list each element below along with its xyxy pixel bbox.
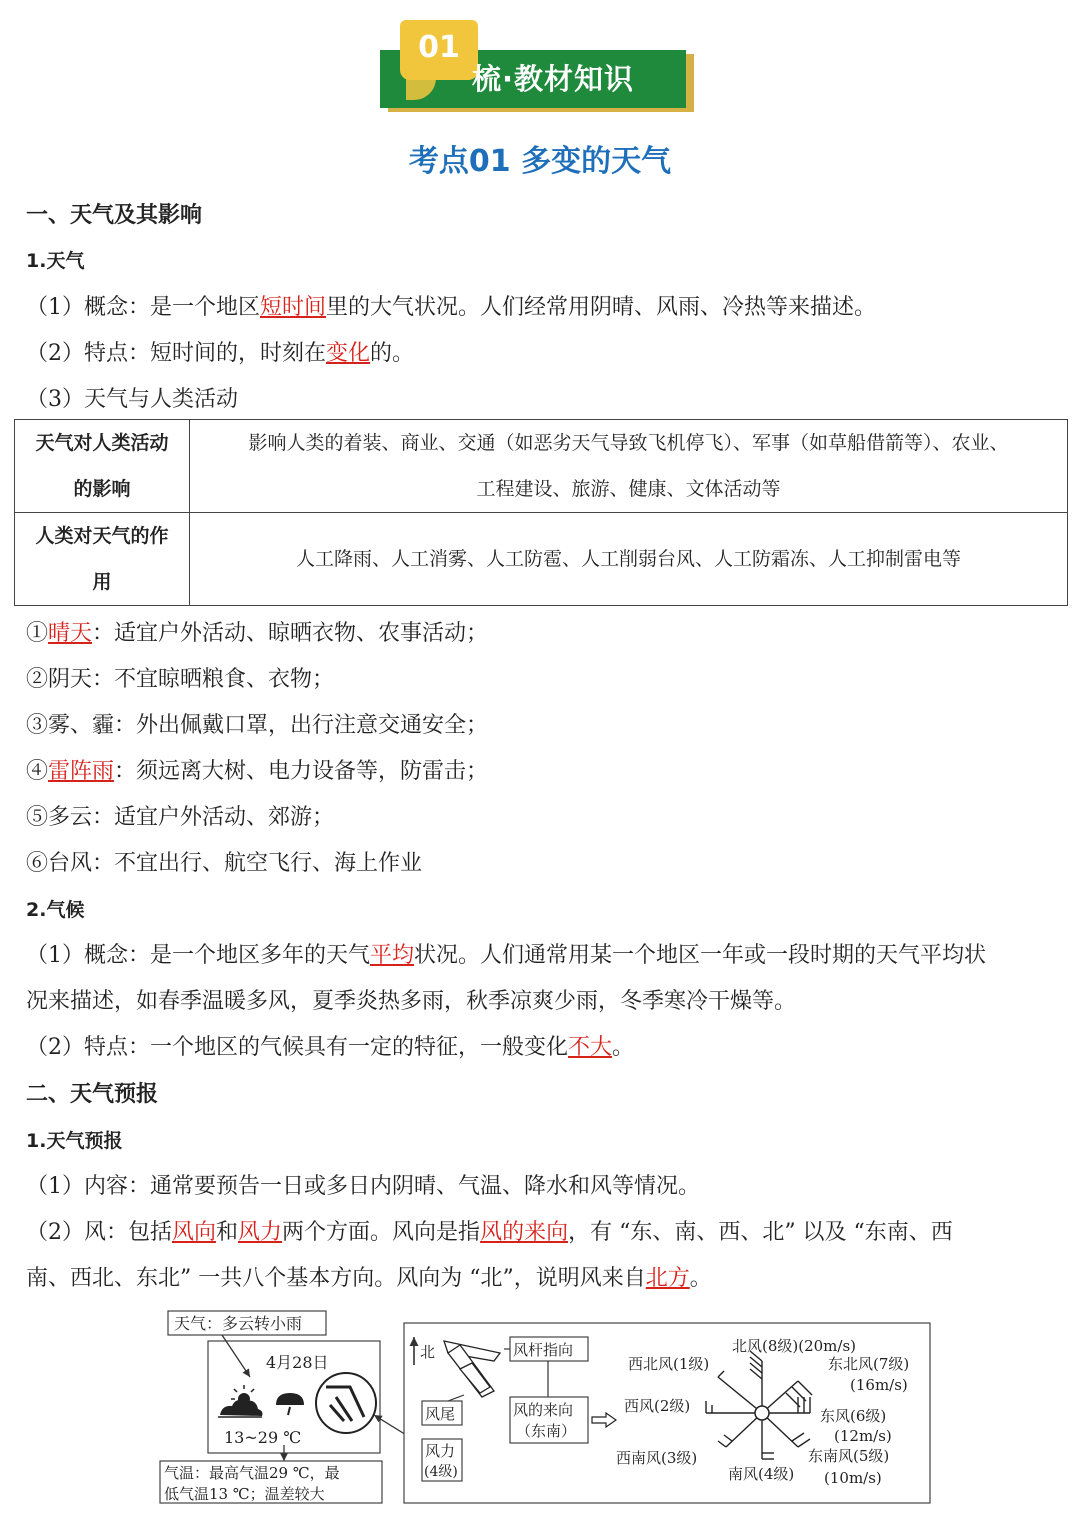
wind-sw-label: 西南风(3级) (616, 1449, 698, 1467)
weather-symbol-figure (158, 1305, 932, 1505)
force-label-line1: 风力 (425, 1442, 456, 1460)
effect-fog: ③雾、霾：外出佩戴口罩，出行注意交通安全； (26, 713, 489, 738)
wind-nw-label: 西北风(1级) (628, 1355, 710, 1373)
temp-range: 13~29 ℃ (224, 1428, 302, 1447)
weather-heading: 1.天气 (26, 250, 85, 272)
wind-w-label: 西风(2级) (624, 1397, 691, 1415)
key-term: 北方 (645, 1266, 690, 1291)
force-label-line2: (4级) (424, 1464, 458, 1480)
wind-n-label: 北风(8级)(20m/s) (732, 1337, 857, 1355)
key-term: 变化 (326, 341, 371, 366)
station-icon (755, 1406, 769, 1420)
section-heading-2: 二、天气预报 (26, 1082, 159, 1107)
wind-ne-label-1: 东北风(7级) (828, 1355, 910, 1373)
climate-heading: 2.气候 (26, 899, 85, 921)
forecast-date: 4月28日 (266, 1353, 329, 1372)
table-row-header: 天气对人类活动 的影响 (15, 420, 190, 513)
key-term: 短时间 (260, 295, 327, 320)
wind-se-label-2: (10m/s) (824, 1469, 882, 1487)
key-term: 风的来向 (480, 1220, 569, 1245)
table-row-header: 人类对天气的作 用 (15, 513, 190, 606)
wind-dir-line2: （东南） (516, 1422, 577, 1440)
forecast-wind-cont: 南、西北、东北” 一共八个基本方向。风向为 “北”，说明风来自北方。 (26, 1266, 712, 1291)
shaft-label: 风杆指向 (513, 1341, 574, 1359)
weather-human-heading: （3）天气与人类活动 (26, 387, 238, 412)
table-row (15, 420, 1068, 513)
banner-title: 梳·教材知识 (472, 62, 635, 96)
weather-concept: （1）概念：是一个地区短时间里的大气状况。人们经常用阴晴、风雨、冷热等来描述。 (26, 295, 877, 320)
banner-number: 01 (400, 20, 478, 80)
forecast-wind: （2）风：包括风向和风力两个方面。风向是指风的来向，有 “东、南、西、北” 以及 “东南、西 (26, 1220, 953, 1245)
climate-feature: （2）特点：一个地区的气候具有一定的特征，一般变化不大。 (26, 1035, 635, 1060)
effect-overcast: ②阴天：不宜晾晒粮食、衣物； (26, 667, 335, 692)
forecast-content: （1）内容：通常要预告一日或多日内阴晴、气温、降水和风等情况。 (26, 1174, 700, 1199)
tail-label: 风尾 (425, 1405, 456, 1423)
forecast-heading: 1.天气预报 (26, 1130, 123, 1152)
effect-cloudy: ⑤多云：适宜户外活动、郊游； (26, 805, 335, 830)
weather-feature: （2）特点：短时间的，时刻在变化的。 (26, 341, 415, 366)
table-row (15, 513, 1068, 606)
key-term: 风向 (172, 1220, 217, 1245)
weather-human-table (14, 419, 1068, 606)
climate-concept: （1）概念：是一个地区多年的天气平均状况。人们通常用某一个地区一年或一段时期的天气平均状 (26, 943, 987, 968)
wind-e-label-2: (12m/s) (834, 1427, 892, 1445)
effect-thunderstorm: ④雷阵雨：须远离大树、电力设备等，防雷击； (26, 759, 489, 784)
temp-note-line1: 气温：最高气温29 ℃，最 (164, 1464, 340, 1482)
wind-dir-line1: 风的来向 (513, 1401, 574, 1419)
section-heading-1: 一、天气及其影响 (26, 203, 203, 228)
effect-typhoon: ⑥台风：不宜出行、航空飞行、海上作业 (26, 851, 423, 876)
temp-note-line2: 低气温13 ℃；温差较大 (164, 1485, 325, 1503)
key-term: 晴天 (48, 621, 93, 646)
wind-symbol-circle (316, 1373, 376, 1433)
wind-se-label-1: 东南风(5级) (808, 1447, 890, 1465)
section-banner (380, 20, 696, 112)
north-label: 北 (420, 1343, 436, 1361)
wind-e-label-1: 东风(6级) (820, 1407, 887, 1425)
table-cell: 人工降雨、人工消雾、人工防雹、人工削弱台风、人工防霜冻、人工抑制雷电等 (190, 513, 1068, 606)
page-title: 考点01 多变的天气 (408, 144, 672, 179)
wind-s-label: 南风(4级) (728, 1465, 795, 1483)
weather-label: 天气：多云转小雨 (174, 1314, 303, 1333)
table-cell: 影响人类的着装、商业、交通（如恶劣天气导致飞机停飞）、军事（如草船借箭等）、农业、 工程建设、旅游、健康、文体活动等 (190, 420, 1068, 513)
key-term: 平均 (370, 943, 415, 968)
effect-sunny: ①晴天：适宜户外活动、晾晒衣物、农事活动； (26, 621, 489, 646)
wind-ne-label-2: (16m/s) (850, 1376, 908, 1394)
key-term: 雷阵雨 (48, 759, 115, 784)
key-term: 不大 (568, 1035, 613, 1060)
climate-concept-cont: 况来描述，如春季温暖多风，夏季炎热多雨，秋季凉爽少雨，冬季寒冷干燥等。 (26, 989, 797, 1014)
key-term: 风力 (238, 1220, 283, 1245)
